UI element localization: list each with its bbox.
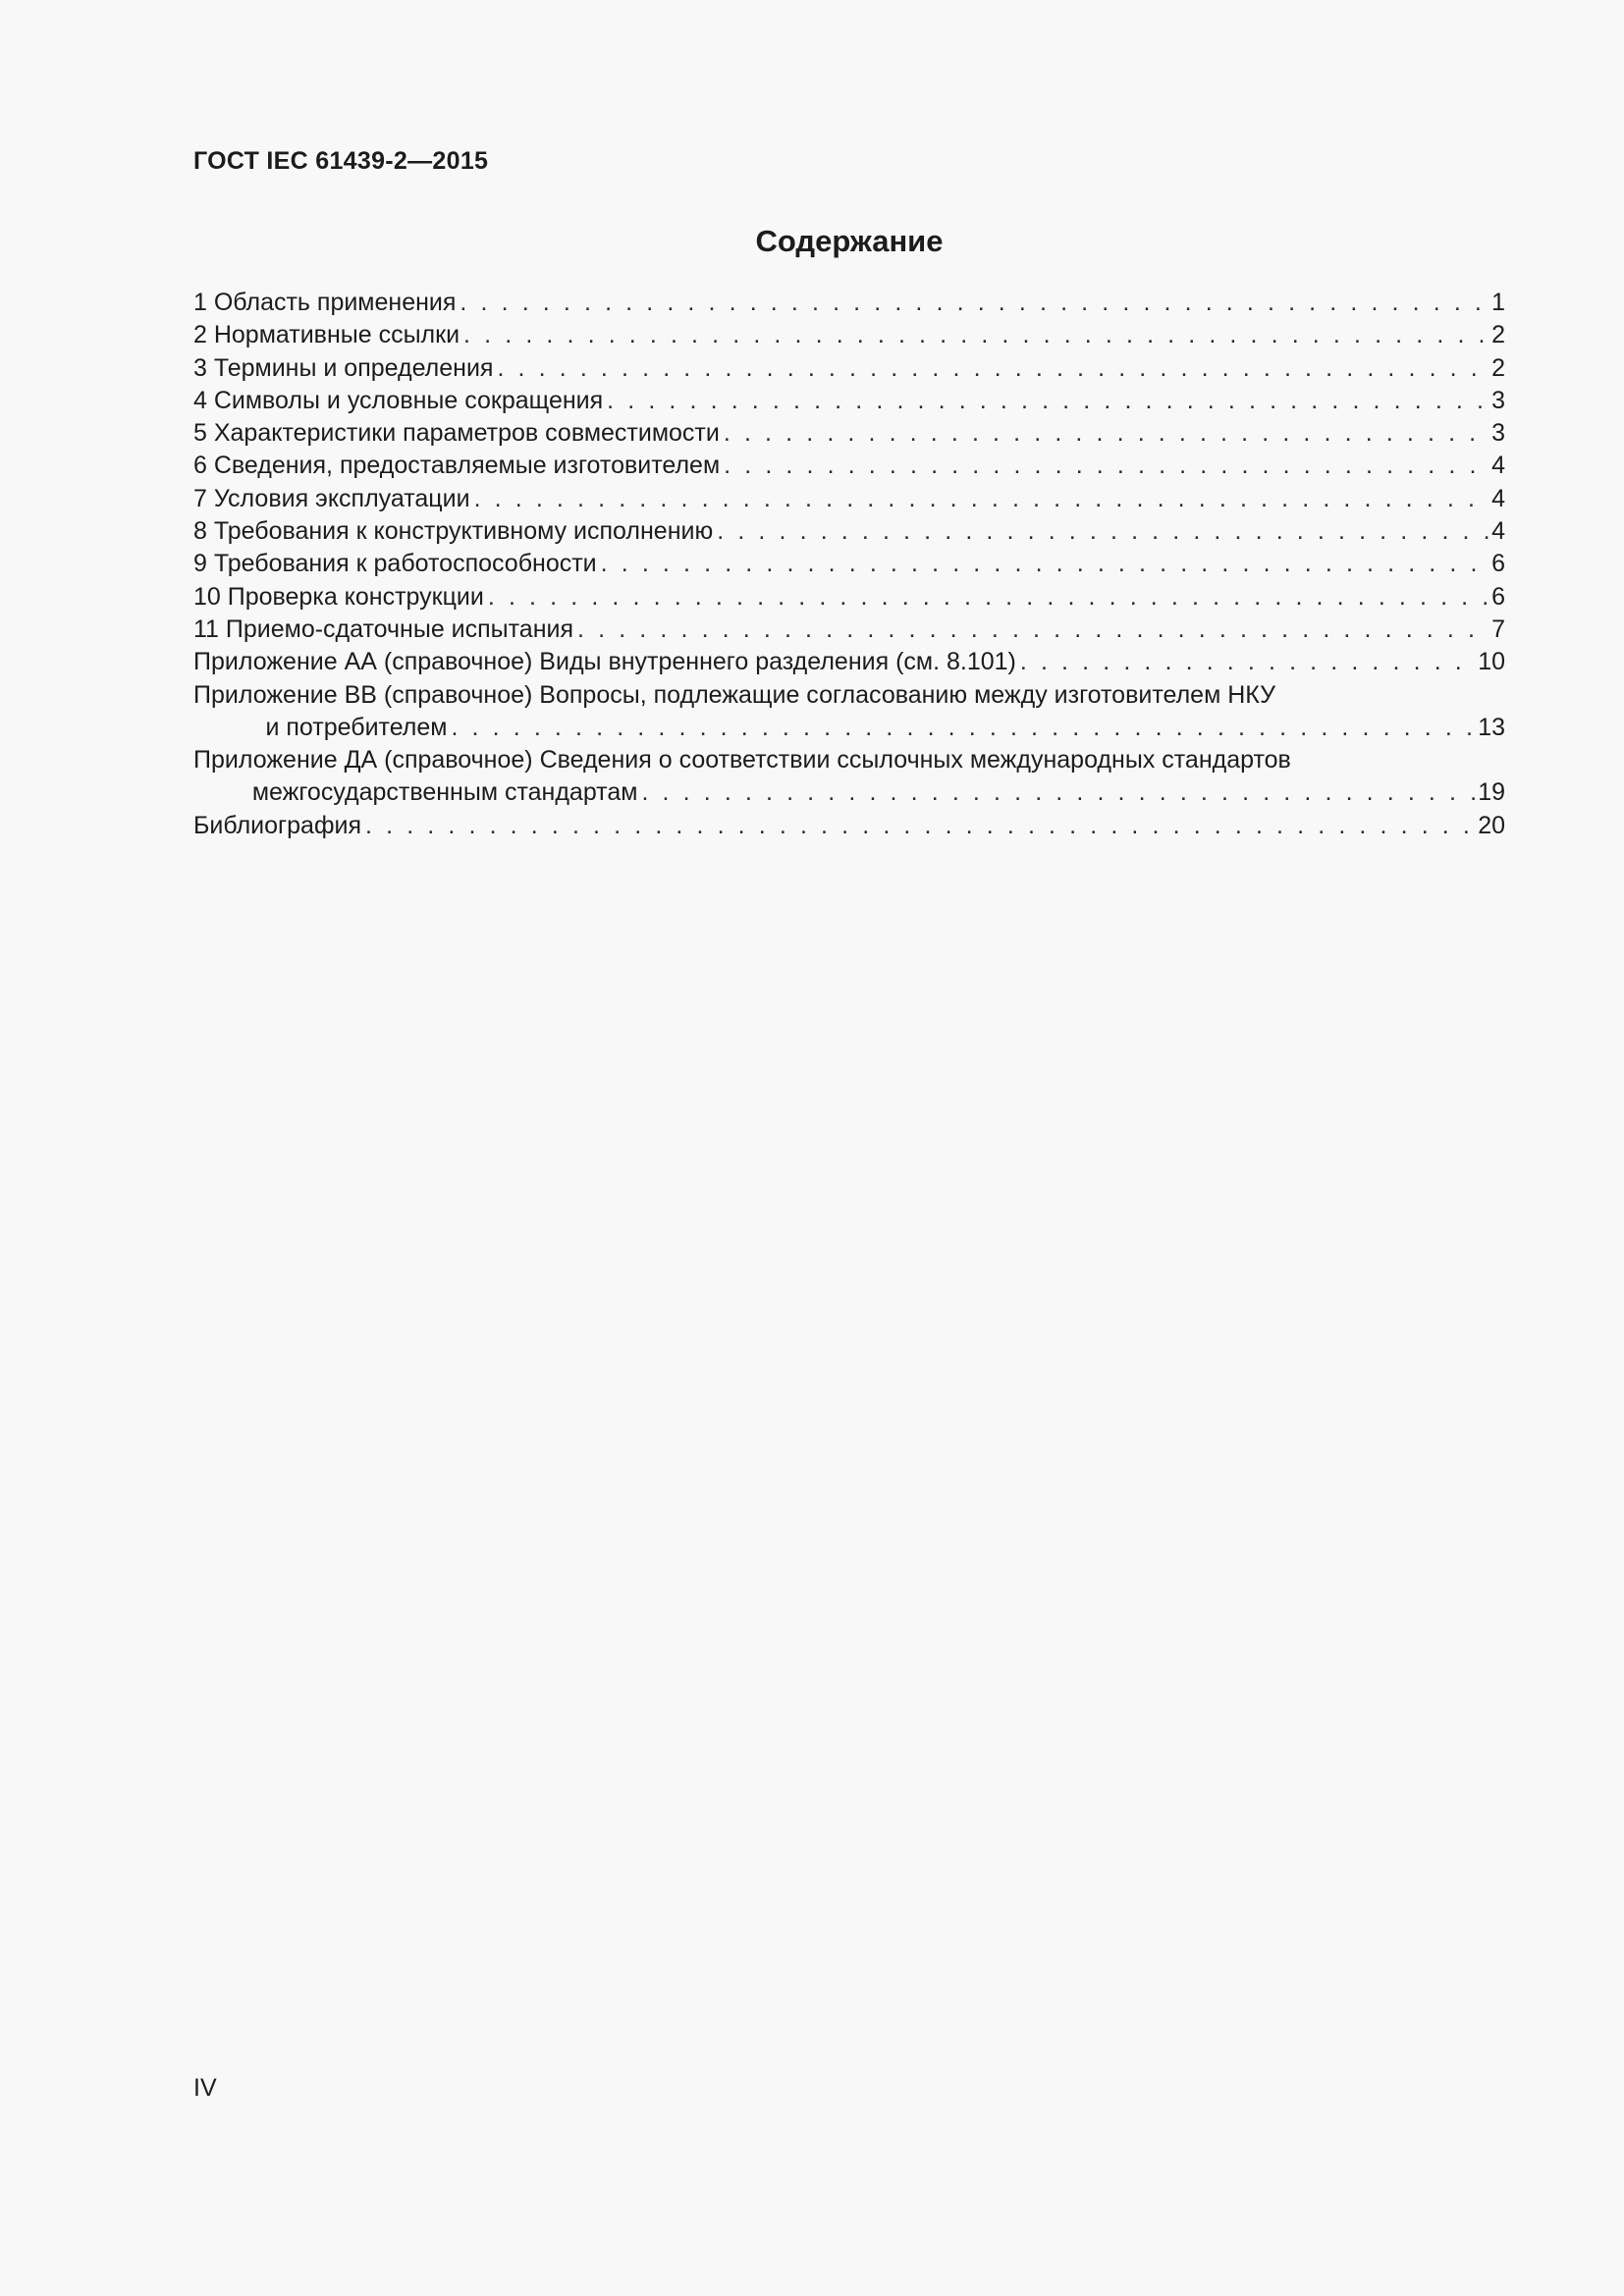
toc-line — [193, 352, 1505, 385]
page-header: ГОСТ IEC 61439-2—2015 — [193, 147, 489, 175]
toc-entry-text: Приложение ДА (справочное) Сведения о соответствии ссылочных международных стандартов — [193, 746, 1291, 774]
toc-entry-text: Библиография — [193, 811, 362, 839]
toc-line — [193, 776, 1505, 809]
toc-entry-page: 6 — [1491, 550, 1505, 578]
toc-entry-page: 7 — [1491, 614, 1505, 643]
toc-entry[interactable] — [193, 548, 1505, 580]
toc-entry-page: 4 — [1491, 484, 1505, 512]
toc-entry-page: 19 — [1478, 778, 1505, 807]
toc-entry-page: 3 — [1491, 419, 1505, 448]
toc-entry-page: 13 — [1478, 713, 1505, 741]
toc-entry-text: 2 Нормативные ссылки — [193, 321, 460, 349]
toc-leader-dots — [601, 548, 1489, 580]
toc-entry-page: 10 — [1478, 648, 1505, 676]
toc-entry-text: 7 Условия эксплуатации — [193, 484, 470, 512]
toc-entry-page: 3 — [1491, 386, 1505, 414]
toc-entry[interactable] — [193, 319, 1505, 351]
toc-leader-dots — [607, 385, 1489, 417]
toc-entry-text: 11 Приемо-сдаточные испытания — [193, 614, 574, 643]
toc-entry-annex-bb[interactable] — [193, 679, 1505, 745]
toc-entry-text: 9 Требования к работоспособности — [193, 550, 597, 578]
toc-entry[interactable] — [193, 450, 1505, 482]
toc-leader-dots — [497, 352, 1489, 385]
toc-entry-text-continued: межгосударственным стандартам — [251, 778, 638, 807]
toc-line — [193, 614, 1505, 646]
toc-line — [193, 385, 1505, 417]
toc-entry[interactable] — [193, 417, 1505, 450]
toc-leader-dots — [451, 712, 1476, 744]
toc-line — [193, 483, 1505, 515]
page-number: IV — [193, 2074, 217, 2102]
toc-entry-text: 10 Проверка конструкции — [193, 582, 484, 611]
toc-leader-dots — [577, 614, 1489, 646]
toc-leader-dots — [488, 581, 1489, 614]
toc-entry-page: 2 — [1491, 353, 1505, 382]
toc-leader-dots — [474, 483, 1490, 515]
toc-entry-page: 6 — [1491, 582, 1505, 611]
toc-entry-page: 1 — [1491, 289, 1505, 316]
toc-leader-dots — [641, 776, 1476, 809]
toc-entry-page: 4 — [1491, 452, 1505, 480]
toc-line — [193, 319, 1505, 351]
toc-line — [193, 417, 1505, 450]
toc-entry[interactable] — [193, 646, 1505, 678]
toc-line — [193, 287, 1505, 319]
toc-entry[interactable] — [193, 515, 1505, 548]
toc-entry-page: 20 — [1478, 811, 1505, 839]
toc-entry-bibliography[interactable] — [193, 810, 1505, 842]
toc-entry-text: 3 Термины и определения — [193, 353, 494, 382]
toc-entry[interactable] — [193, 581, 1505, 614]
toc-entry-text-continued: и потребителем — [265, 713, 448, 741]
toc-leader-dots — [460, 287, 1489, 319]
toc-entry-text: 8 Требования к конструктивному исполнению — [193, 517, 714, 546]
toc-entry-text: Приложение АА (справочное) Виды внутреннего разделения (см. 8.101) — [193, 648, 1016, 676]
toc-entry-text: Приложение ВВ (справочное) Вопросы, подлежащие согласованию между изготовителем НКУ — [193, 680, 1275, 709]
toc-title: Содержание — [755, 224, 944, 258]
toc-line — [193, 515, 1505, 548]
toc-line — [193, 450, 1505, 482]
toc-leader-dots — [717, 515, 1489, 548]
toc-leader-dots — [724, 450, 1489, 482]
toc-leader-dots — [1020, 646, 1476, 678]
toc-entry-text: 5 Характеристики параметров совместимости — [193, 419, 720, 448]
toc-leader-dots — [463, 319, 1489, 351]
toc-leader-dots — [724, 417, 1489, 450]
toc-entry[interactable] — [193, 287, 1505, 319]
toc-line — [193, 581, 1505, 614]
toc-entry-annex-da[interactable] — [193, 744, 1505, 810]
toc-entry[interactable] — [193, 614, 1505, 646]
toc-entry-text: 4 Символы и условные сокращения — [193, 386, 604, 414]
toc-line — [193, 548, 1505, 580]
toc-entry[interactable] — [193, 483, 1505, 515]
toc-line — [193, 712, 1505, 744]
toc-line — [193, 810, 1505, 842]
toc-entry-text: 1 Область применения — [193, 289, 457, 316]
toc-entry-page: 4 — [1491, 517, 1505, 546]
toc-line — [193, 679, 1505, 712]
toc-entry[interactable] — [193, 352, 1505, 385]
toc-line — [193, 744, 1505, 776]
toc-entry-text: 6 Сведения, предоставляемые изготовителем — [193, 452, 721, 480]
table-of-contents — [193, 287, 1505, 842]
toc-entry-page: 2 — [1491, 321, 1505, 349]
toc-line — [193, 646, 1505, 678]
toc-entry[interactable] — [193, 385, 1505, 417]
toc-leader-dots — [365, 810, 1476, 842]
